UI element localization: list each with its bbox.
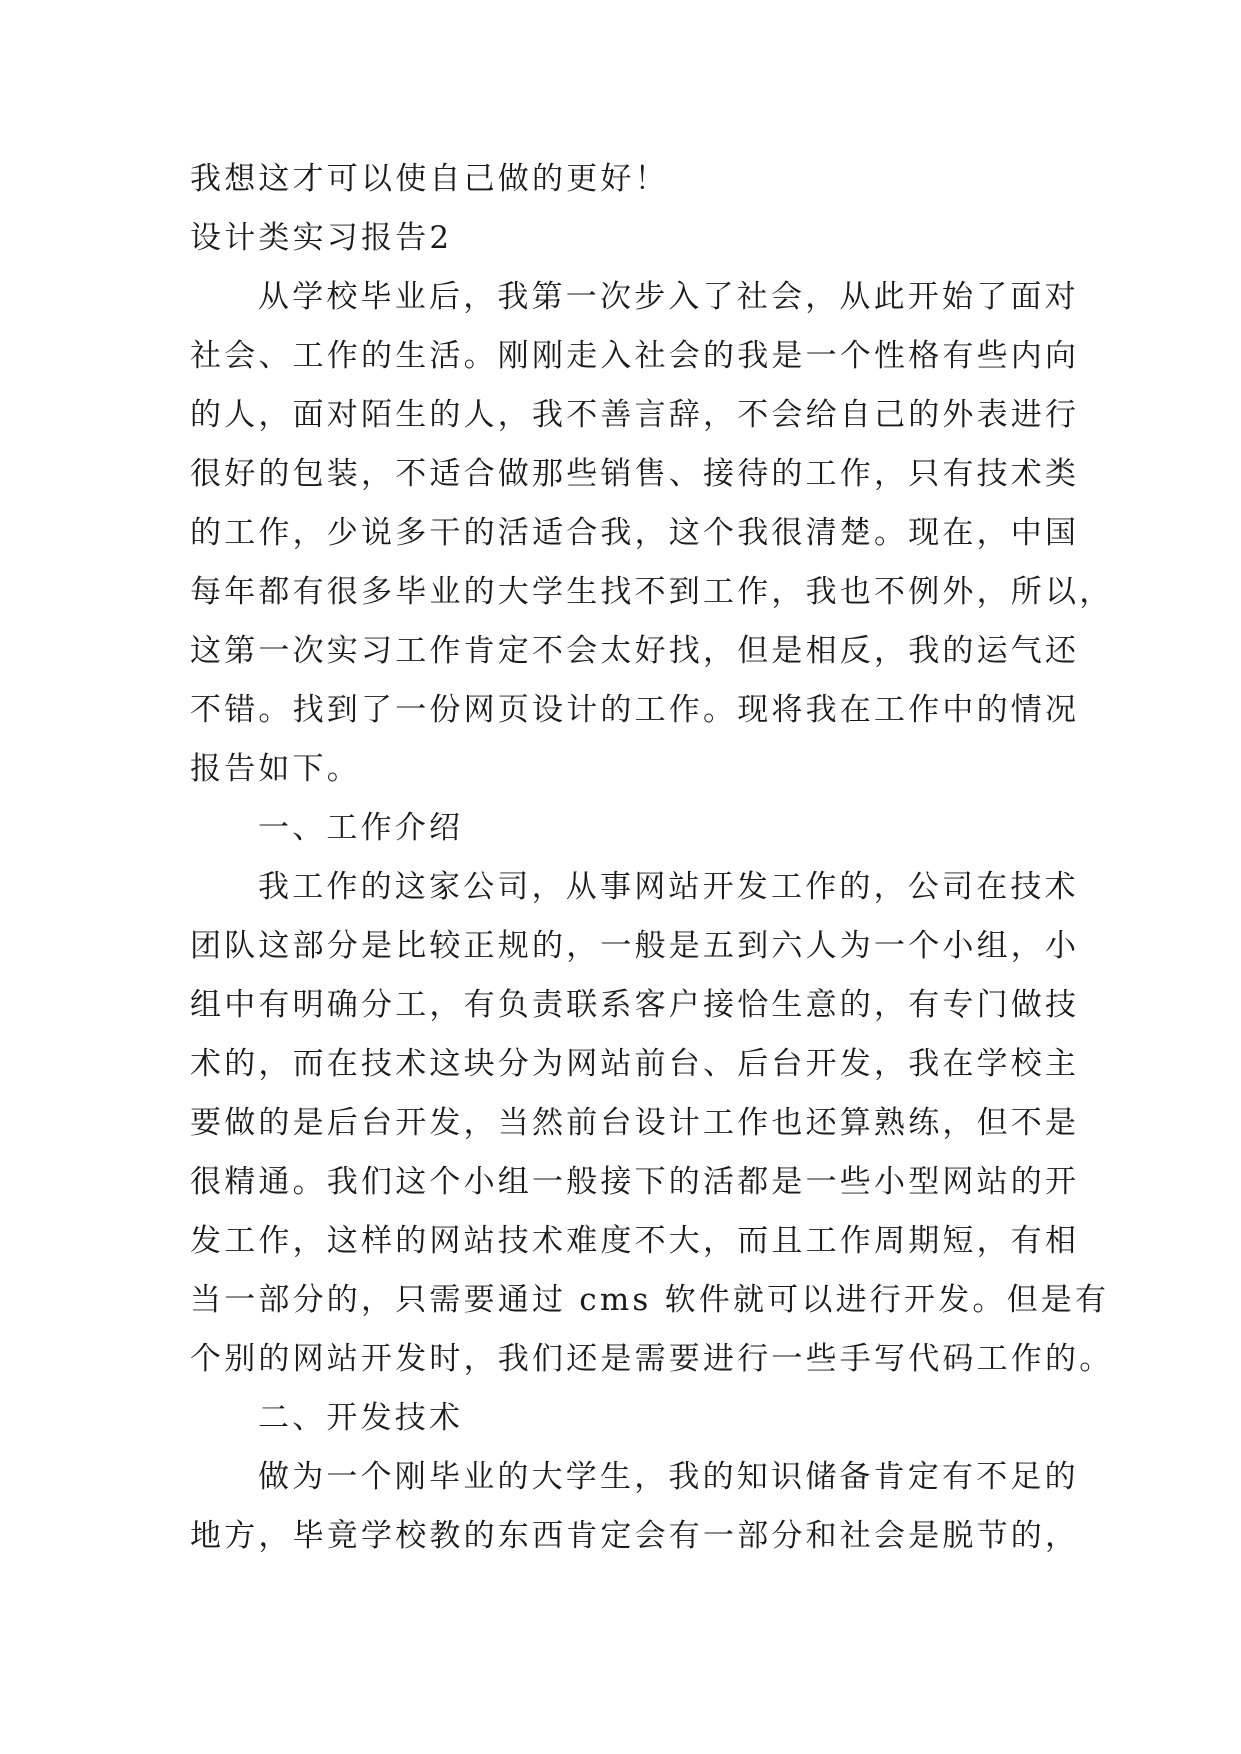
- text-line: 这第一次实习工作肯定不会太好找，但是相反，我的运气还: [190, 633, 1080, 669]
- text-line: 做为一个刚毕业的大学生，我的知识储备肯定有不足的: [258, 1459, 1079, 1495]
- section-heading: 一、工作介绍: [258, 810, 464, 846]
- text-line: 从学校毕业后，我第一次步入了社会，从此开始了面对: [258, 279, 1079, 315]
- text-line: 每年都有很多毕业的大学生找不到工作，我也不例外，所以，: [190, 574, 1114, 610]
- text-line: 社会、工作的生活。刚刚走入社会的我是一个性格有些内向: [190, 338, 1080, 374]
- text-line: 地方，毕竟学校教的东西肯定会有一部分和社会是脱节的，: [190, 1518, 1080, 1554]
- section-heading: 二、开发技术: [258, 1400, 464, 1436]
- section-title: 设计类实习报告2: [190, 220, 453, 256]
- text-line: 的人，面对陌生的人，我不善言辞，不会给自己的外表进行: [190, 397, 1080, 433]
- text-line: 我工作的这家公司，从事网站开发工作的，公司在技术: [258, 869, 1079, 905]
- text-line: 组中有明确分工，有负责联系客户接恰生意的，有专门做技: [190, 987, 1080, 1023]
- text-line: 个别的网站开发时，我们还是需要进行一些手写代码工作的。: [190, 1341, 1114, 1377]
- text-line: 当一部分的，只需要通过 cms 软件就可以进行开发。但是有: [190, 1282, 1110, 1318]
- text-line: 的工作，少说多干的活适合我，这个我很清楚。现在，中国: [190, 515, 1080, 551]
- text-line: 很好的包装，不适合做那些销售、接待的工作，只有技术类: [190, 456, 1080, 492]
- document-page: [190, 150, 1114, 1566]
- text-line: 术的，而在技术这块分为网站前台、后台开发，我在学校主: [190, 1046, 1080, 1082]
- text-line: 报告如下。: [190, 751, 361, 787]
- text-line: 团队这部分是比较正规的，一般是五到六人为一个小组，小: [190, 928, 1080, 964]
- text-line: 我想这才可以使自己做的更好！: [190, 161, 669, 197]
- text-line: 不错。找到了一份网页设计的工作。现将我在工作中的情况: [190, 692, 1080, 728]
- text-line: 发工作，这样的网站技术难度不大，而且工作周期短，有相: [190, 1223, 1080, 1259]
- text-line: 要做的是后台开发，当然前台设计工作也还算熟练，但不是: [190, 1105, 1080, 1141]
- text-line: 很精通。我们这个小组一般接下的活都是一些小型网站的开: [190, 1164, 1080, 1200]
